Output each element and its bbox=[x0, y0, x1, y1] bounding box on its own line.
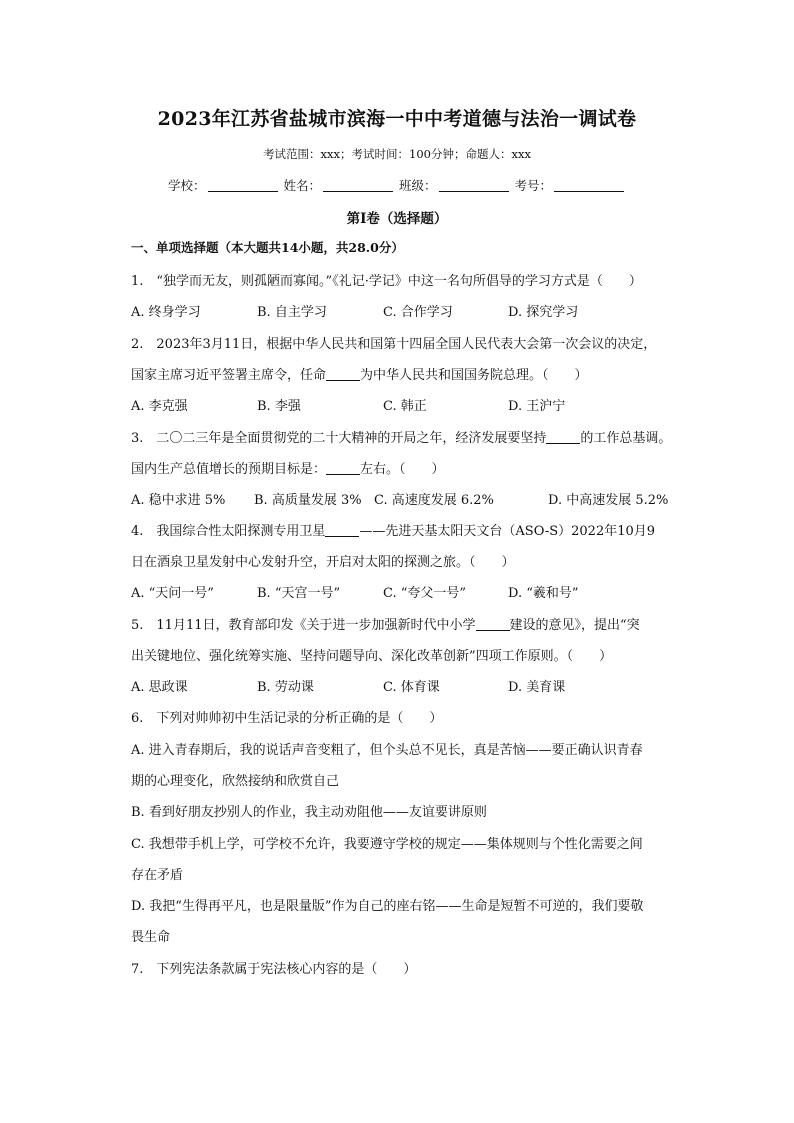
question-1-option-C[interactable]: C. 合作学习 bbox=[383, 305, 453, 320]
exam-meta: 考试范围：xxx；考试时间：100分钟；命题人：xxx bbox=[263, 147, 531, 161]
question-4-line-2: 日在酒泉卫星发射中心发射升空，开启对太阳的探测之旅。（ ） bbox=[131, 555, 515, 570]
question-2-line-2 bbox=[131, 364, 588, 383]
question-text: ——先进天基太阳天文台（ASO-S）2022年10月9 bbox=[359, 524, 656, 539]
question-6-line-8: 畏生命 bbox=[131, 930, 171, 945]
question-2-option-C[interactable]: C. 韩正 bbox=[383, 399, 427, 414]
question-1-option-A[interactable]: A. 终身学习 bbox=[131, 305, 201, 320]
question-3-option-D[interactable]: D. 中高速发展 5.2% bbox=[548, 493, 669, 508]
question-1-line-1: 1. “独学而无友，则孤陋而寡闻。”《礼记·学记》中这一名句所倡导的学习方式是（ ） bbox=[131, 274, 642, 289]
question-3-line-1 bbox=[131, 427, 671, 446]
question-6-line-5: C. 我想带手机上学，可学校不允许，我要遵守学校的规定——集体规则与个性化需要之间 bbox=[131, 837, 643, 852]
section-heading: 一、单项选择题（本大题共14小题，共28.0分） bbox=[131, 240, 404, 255]
question-text: 国内生产总值增长的预期目标是： bbox=[131, 462, 327, 477]
question-5-option-A[interactable]: A. 思政课 bbox=[131, 680, 188, 695]
question-1-option-D[interactable]: D. 探究学习 bbox=[508, 305, 579, 320]
question-text: 5. 11月11日，教育部印发《关于进一步加强新时代中小学 bbox=[131, 618, 476, 633]
name-blank[interactable] bbox=[323, 179, 393, 192]
question-3-option-A[interactable]: A. 稳中求进 5% bbox=[131, 493, 226, 508]
question-6-line-7: D. 我把“生得再平凡，也是限量版”作为自己的座右铭——生命是短暂不可逆的，我们要敬 bbox=[131, 899, 644, 914]
question-4-option-D[interactable]: D. “羲和号” bbox=[508, 586, 579, 601]
school-label: 学校： bbox=[167, 178, 206, 193]
question-4-option-A[interactable]: A. “天问一号” bbox=[131, 586, 214, 601]
question-2-line-1: 2. 2023年3月11日，根据中华人民共和国第十四届全国人民代表大会第一次会议的决定， bbox=[131, 337, 657, 352]
exam-no-blank[interactable] bbox=[554, 179, 624, 192]
question-5-option-D[interactable]: D. 美育课 bbox=[508, 680, 566, 695]
question-4-option-B[interactable]: B. “天宫一号” bbox=[257, 586, 341, 601]
class-label: 班级： bbox=[398, 178, 437, 193]
exam-no-label: 考号： bbox=[514, 178, 552, 193]
question-text: 为中华人民共和国国务院总理。（ ） bbox=[360, 368, 588, 383]
question-7-line-1: 7. 下列宪法条款属于宪法核心内容的是（ ） bbox=[131, 962, 417, 977]
name-label: 姓名： bbox=[283, 178, 321, 193]
question-text: 左右。（ ） bbox=[360, 462, 445, 477]
question-text: 国家主席习近平签署主席令，任命 bbox=[131, 368, 327, 383]
question-5-line-2: 出关键地位、强化统筹实施、坚持问题导向、深化改革创新”四项工作原则。（ ） bbox=[131, 649, 613, 664]
question-text: 的工作总基调。 bbox=[580, 431, 672, 446]
question-text: 建设的意见》，提出“突 bbox=[509, 618, 640, 633]
question-6-line-6: 存在矛盾 bbox=[131, 868, 184, 883]
question-6-line-4: B. 看到好朋友抄别人的作业，我主动劝阻他——友谊要讲原则 bbox=[131, 805, 487, 820]
answer-blank bbox=[326, 462, 360, 475]
answer-blank bbox=[326, 368, 360, 381]
answer-blank bbox=[476, 618, 510, 631]
question-2-option-B[interactable]: B. 李强 bbox=[257, 399, 301, 414]
answer-blank bbox=[546, 431, 580, 444]
volume-heading: 第I卷（选择题） bbox=[346, 211, 448, 227]
question-6-line-1: 6. 下列对帅帅初中生活记录的分析正确的是（ ） bbox=[131, 711, 443, 726]
student-info-row bbox=[0, 176, 794, 194]
question-6-line-2: A. 进入青春期后，我的说话声音变粗了，但个头总不见长，真是苦恼——要正确认识青春 bbox=[131, 743, 643, 758]
answer-blank bbox=[325, 524, 359, 537]
page-title: 2023年江苏省盐城市滨海一中中考道德与法治一调试卷 bbox=[157, 108, 637, 130]
question-2-option-D[interactable]: D. 王沪宁 bbox=[508, 399, 566, 414]
question-3-option-B[interactable]: B. 高质量发展 3% bbox=[254, 493, 362, 508]
question-5-line-1 bbox=[131, 614, 640, 633]
question-5-option-C[interactable]: C. 体育课 bbox=[383, 680, 440, 695]
question-3-option-C[interactable]: C. 高速度发展 6.2% bbox=[374, 493, 494, 508]
question-6-line-3: 期的心理变化，欣然接纳和欣赏自己 bbox=[131, 774, 340, 789]
question-3-line-2 bbox=[131, 458, 445, 477]
class-blank[interactable] bbox=[439, 179, 509, 192]
question-4-line-1 bbox=[131, 520, 655, 539]
question-2-option-A[interactable]: A. 李克强 bbox=[131, 399, 188, 414]
question-text: 3. 二〇二三年是全面贯彻党的二十大精神的开局之年，经济发展要坚持 bbox=[131, 431, 547, 446]
question-4-option-C[interactable]: C. “夸父一号” bbox=[383, 586, 467, 601]
question-5-option-B[interactable]: B. 劳动课 bbox=[257, 680, 314, 695]
school-blank[interactable] bbox=[208, 179, 278, 192]
question-text: 4. 我国综合性太阳探测专用卫星 bbox=[131, 524, 326, 539]
question-1-option-B[interactable]: B. 自主学习 bbox=[257, 305, 327, 320]
